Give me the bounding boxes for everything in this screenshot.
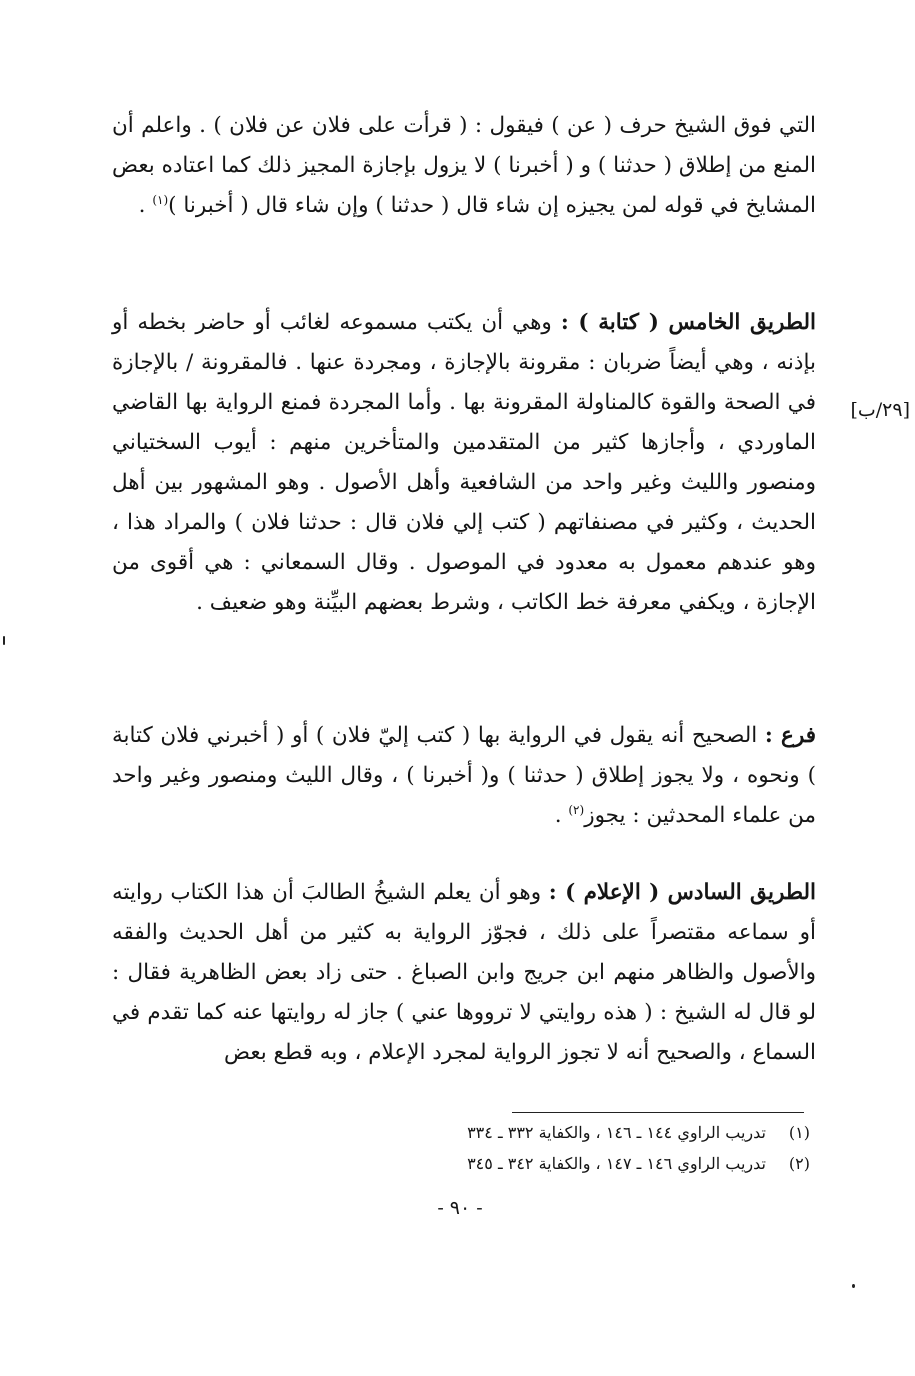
footnote-2-text: تدريب الراوي ١٤٦ ـ ١٤٧ ، والكفاية ٣٤٢ ـ ٣٤٥ [467,1154,766,1173]
footnote-ref-1[interactable]: (١) [152,192,169,207]
scan-speck [852,1284,855,1288]
paragraph-3 [112,716,816,836]
footnotes [380,1117,810,1179]
section-heading-fifth: الطريق الخامس ( كتابة ) : [560,310,816,335]
footnote-ref-2[interactable]: (٢) [568,802,585,817]
section-heading-branch: فرع : [764,723,816,748]
paragraph-1-end: . [138,193,153,218]
footnote-1-number: (١) [788,1123,810,1142]
section-heading-sixth: الطريق السادس ( الإعلام ) : [548,880,816,905]
footnote-1-text: تدريب الراوي ١٤٤ ـ ١٤٦ ، والكفاية ٣٣٢ ـ ٣٣٤ [467,1123,766,1142]
manuscript-folio-note: [٢٩/ب] [850,399,910,421]
scan-speck [3,636,5,645]
paragraph-3-text: الصحيح أنه يقول في الرواية بها ( كتب إليّ فلان ) أو ( أخبرني فلان كتابة ) ونحوه ، ولا يجوز إطلاق ( حدثنا ) و( أخبرنا ) ، وقال الليث ومنصور وغير واحد من علماء المحدثين : يجوز [112,723,816,828]
paragraph-2-text: وهي أن يكتب مسموعه لغائب أو حاضر بخطه أو بإذنه ، وهي أيضاً ضربان : مقرونة بالإجازة ، ومجردة عنها . فالمقرونة / بالإجازة في الصحة والقوة كالمناولة المقرونة بها . وأما المجردة فمنع الرواية بها القاضي الماوردي ، وأجازها كثير من المتقدمين والمتأخرين منهم : أيوب السختياني ومنصور والليث وغير واحد من الشافعية وأهل الأصول . وهو المشهور بين أهل الحديث ، وكثير في مصنفاتهم ( كتب إلي فلان قال : حدثنا فلان ) والمراد هذا ، وهو عندهم معمول به معدود في الموصول . وقال السمعاني : هي أقوى من الإجازة ، ويكفي معرفة خط الكاتب ، وشرط بعضهم البيِّنة وهو ضعيف . [112,310,816,615]
footnote-2-number: (٢) [788,1154,810,1173]
paragraph-4-text: وهو أن يعلم الشيخُ الطالبَ أن هذا الكتاب روايته أو سماعه مقتصراً على ذلك ، فجوّز الرواية به كثير من أهل الحديث والفقه والأصول والظاهر منهم ابن جريج وابن الصباغ . حتى زاد بعض الظاهرية فقال : لو قال له الشيخ : ( هذه روايتي لا ترووها عني ) جاز له روايتها عنه كما تقدم في السماع ، والصحيح أنه لا تجوز الرواية لمجرد الإعلام ، وبه قطع بعض [112,880,816,1065]
footnote-1 [380,1117,810,1148]
footnote-divider [512,1112,804,1113]
paragraph-1 [112,106,816,226]
footnote-2 [380,1148,810,1179]
paragraph-1-text: التي فوق الشيخ حرف ( عن ) فيقول : ( قرأت على فلان عن فلان ) . واعلم أن المنع من إطلاق ( حدثنا ) و ( أخبرنا ) لا يزول بإجازة المجيز ذلك كما اعتاده بعض المشايخ في قوله لمن يجيزه إن شاء قال ( حدثنا ) وإن شاء قال ( أخبرنا ) [112,113,816,218]
page-number: - ٩٠ - [437,1197,483,1219]
paragraph-4 [112,873,816,1073]
paragraph-2 [112,303,816,623]
paragraph-3-end: . [554,803,569,828]
